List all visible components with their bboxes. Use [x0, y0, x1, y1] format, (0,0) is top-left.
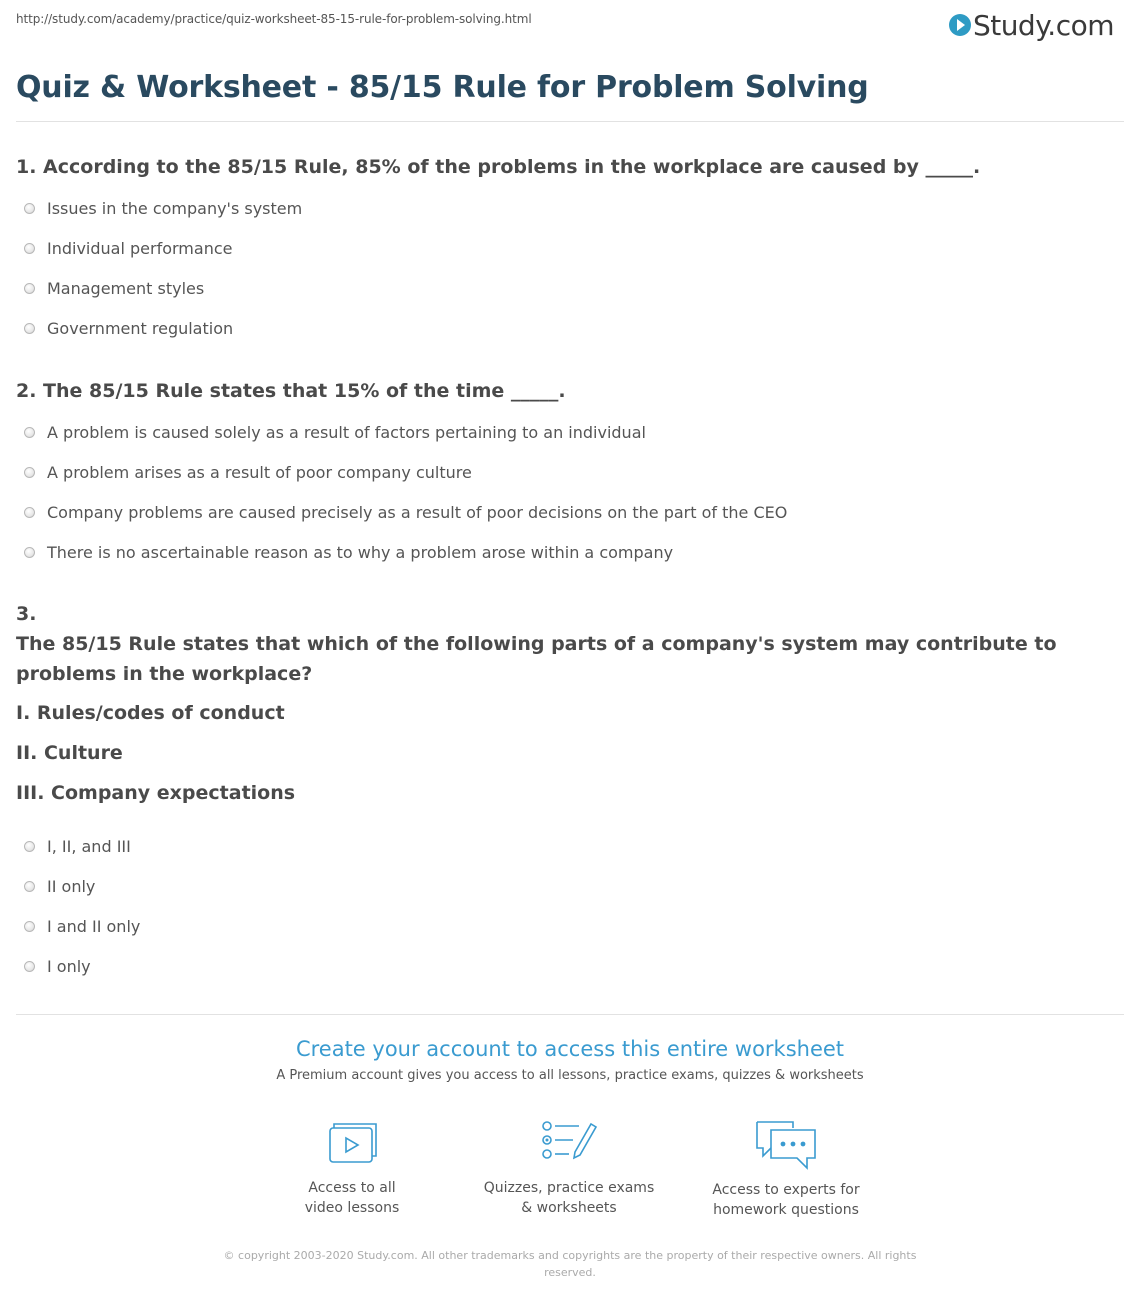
- option-label: II only: [47, 876, 96, 896]
- section-divider: [16, 1014, 1124, 1015]
- feature-experts: [686, 1118, 886, 1220]
- option-label: I, II, and III: [47, 836, 131, 856]
- question-3-option[interactable]: [24, 954, 91, 978]
- question-1-text: 1. According to the 85/15 Rule, 85% of the problems in the workplace are caused by _____.: [16, 156, 981, 178]
- radio-button[interactable]: [24, 243, 35, 254]
- cta-subtitle: A Premium account gives you access to all lessons, practice exams, quizzes & worksheets: [276, 1068, 864, 1083]
- radio-button[interactable]: [24, 547, 35, 558]
- feature-label-line: Access to all: [308, 1180, 396, 1196]
- option-label: Individual performance: [47, 238, 233, 258]
- question-3-item: I. Rules/codes of conduct: [16, 702, 285, 724]
- question-3-text: The 85/15 Rule states that which of the following parts of a company's system may contribute to problems in the workplace?: [16, 633, 1057, 685]
- feature-label-line: video lessons: [304, 1200, 400, 1216]
- question-3-item: II. Culture: [16, 742, 123, 764]
- option-label: Government regulation: [47, 318, 234, 338]
- question-2-option[interactable]: [24, 420, 646, 444]
- radio-button[interactable]: [24, 881, 35, 892]
- feature-label-line: & worksheets: [521, 1200, 617, 1216]
- play-circle-icon: [949, 14, 971, 36]
- radio-button[interactable]: [24, 427, 35, 438]
- option-label: There is no ascertainable reason as to why a problem arose within a company: [47, 542, 674, 562]
- radio-button[interactable]: [24, 841, 35, 852]
- feature-label-line: Access to experts for: [712, 1182, 860, 1198]
- radio-button[interactable]: [24, 203, 35, 214]
- question-3-option[interactable]: [24, 834, 131, 858]
- option-label: Company problems are caused precisely as a result of poor decisions on the part of the CEO: [47, 502, 788, 522]
- option-label: Management styles: [47, 278, 205, 298]
- question-2-text: 2. The 85/15 Rule states that 15% of the time _____.: [16, 380, 566, 402]
- option-label: Issues in the company's system: [47, 198, 303, 218]
- question-2-option[interactable]: [24, 540, 673, 564]
- option-label: A problem arises as a result of poor company culture: [47, 462, 472, 482]
- question-1-option[interactable]: [24, 236, 232, 260]
- radio-button[interactable]: [24, 467, 35, 478]
- title-divider: [16, 121, 1124, 122]
- question-2-option[interactable]: [24, 460, 472, 484]
- copyright-notice: © copyright 2003-2020 Study.com. All other trademarks and copyrights are the property of their respective owners. All rights reserved.: [223, 1249, 917, 1279]
- page-title: Quiz & Worksheet - 85/15 Rule for Problem Solving: [16, 70, 869, 105]
- video-lesson-icon: [324, 1118, 380, 1168]
- feature-label-line: homework questions: [713, 1202, 859, 1218]
- question-1-option[interactable]: [24, 316, 233, 340]
- question-3-number: 3.: [16, 603, 37, 625]
- radio-button[interactable]: [24, 961, 35, 972]
- cta-title[interactable]: Create your account to access this entire worksheet: [295, 1037, 845, 1061]
- quiz-checklist-icon: [539, 1118, 599, 1168]
- radio-button[interactable]: [24, 921, 35, 932]
- radio-button[interactable]: [24, 283, 35, 294]
- feature-label-line: Quizzes, practice exams: [483, 1180, 655, 1196]
- option-label: I and II only: [47, 916, 141, 936]
- question-3-option[interactable]: [24, 874, 95, 898]
- feature-video-lessons: [252, 1118, 452, 1218]
- radio-button[interactable]: [24, 323, 35, 334]
- study-logo[interactable]: [949, 7, 1114, 43]
- logo-text: Study.com: [972, 8, 1114, 42]
- question-1-option[interactable]: [24, 196, 302, 220]
- page-url: http://study.com/academy/practice/quiz-worksheet-85-15-rule-for-problem-solving.html: [16, 12, 532, 26]
- feature-quizzes: [469, 1118, 669, 1218]
- question-3-option[interactable]: [24, 914, 140, 938]
- question-1-option[interactable]: [24, 276, 204, 300]
- question-3-item: III. Company expectations: [16, 782, 296, 804]
- question-2-option[interactable]: [24, 500, 787, 524]
- chat-bubbles-icon: [753, 1118, 819, 1170]
- option-label: A problem is caused solely as a result of factors pertaining to an individual: [47, 422, 646, 442]
- top-bar: [0, 0, 1140, 50]
- radio-button[interactable]: [24, 507, 35, 518]
- option-label: I only: [47, 956, 91, 976]
